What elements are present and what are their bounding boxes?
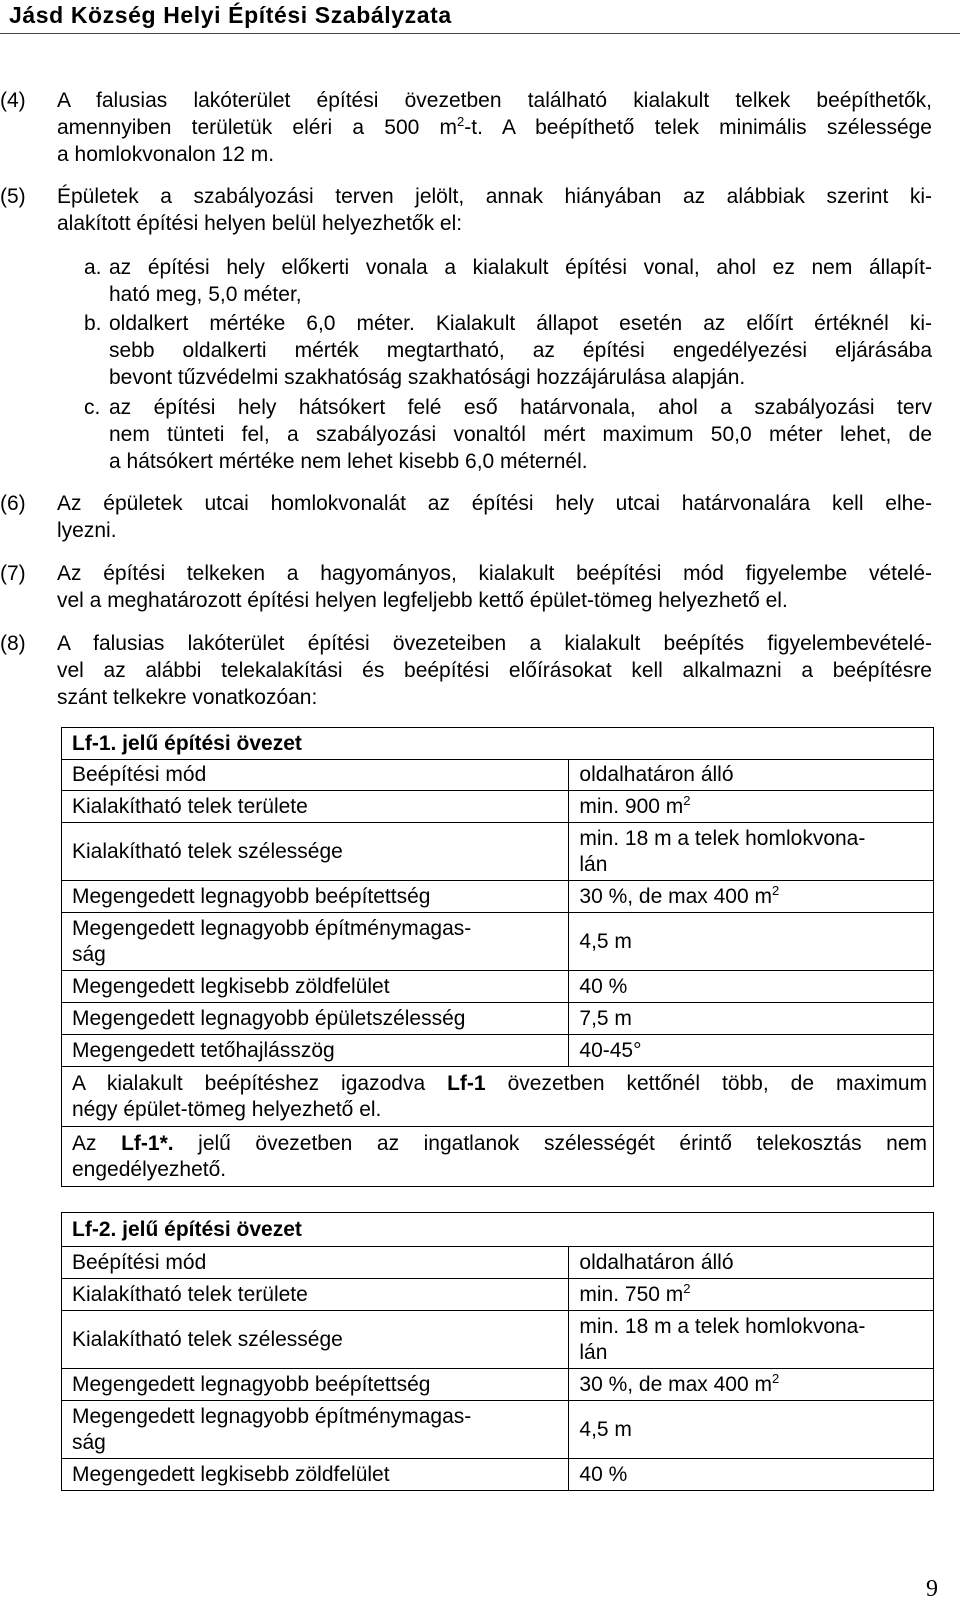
- text-line: Épületek a szabályozási terven jelölt, annak hiányában az alábbiak szerint ki-: [57, 185, 932, 208]
- table-row: [62, 1459, 934, 1491]
- row-value: 30 %, de max 400 $m^2$: [569, 881, 934, 913]
- paragraph-number: (7): [0, 562, 26, 585]
- row-value: 4,5 m: [569, 1401, 934, 1459]
- zone-table-lf2: [61, 1212, 934, 1491]
- paragraph-number: (6): [0, 492, 26, 515]
- row-value: 40-45°: [569, 1035, 934, 1067]
- table-row: [62, 791, 934, 823]
- document-title: Jásd Község Helyi Építési Szabályzata: [9, 2, 452, 28]
- text-line: oldalkert mértéke 6,0 méter. Kialakult állapot esetén az előírt értéknél ki-: [109, 312, 932, 335]
- list-item-a: [84, 254, 932, 308]
- row-value: oldalhatáron álló: [569, 1247, 934, 1279]
- row-value: 30 %, de max 400 $m^2$: [569, 1369, 934, 1401]
- text-line: a homlokvonalon 12 m.: [57, 143, 275, 166]
- list-marker: a.: [84, 256, 102, 279]
- paragraph-8: [0, 630, 932, 711]
- list-marker: b.: [84, 312, 102, 335]
- table-row: [62, 1369, 934, 1401]
- list-marker: c.: [84, 396, 101, 419]
- table-row: [62, 1247, 934, 1279]
- row-label: Kialakítható telek területe: [62, 791, 569, 823]
- list-item-c: [84, 394, 932, 475]
- text-line: A falusias lakóterület építési övezeteiben a kialakult beépítés figyelembevételé-: [57, 632, 932, 655]
- row-label: Megengedett legnagyobb beépítettség: [62, 881, 569, 913]
- row-value: 40 %: [569, 1459, 934, 1491]
- paragraph-4: [0, 87, 932, 168]
- text-line: nem tünteti fel, a szabályozási vonaltól mért maximum 50,0 méter lehet, de: [109, 423, 932, 446]
- table-row: [62, 1003, 934, 1035]
- row-label: Megengedett legkisebb zöldfelület: [62, 1459, 569, 1491]
- table-row: [62, 1311, 934, 1369]
- text-line: sebb oldalkerti mérték megtartható, az építési engedélyezési eljárásába: [109, 339, 932, 362]
- zone-note: A kialakult beépítéshez igazodva Lf-1 övezetben kettőnél több, de maximum négy épület-tömeg helyezhető el.: [62, 1067, 934, 1127]
- row-label: Kialakítható telek szélessége: [62, 823, 569, 881]
- paragraph-5: [0, 183, 932, 237]
- row-value: 4,5 m: [569, 913, 934, 971]
- text-line: vel az alábbi telekalakítási és beépítési előírásokat kell alkalmazni a beépítésre: [57, 659, 932, 682]
- table-note-row: [62, 1127, 934, 1187]
- table-note-row: [62, 1067, 934, 1127]
- text-line: a hátsókert mértéke nem lehet kisebb 6,0 méternél.: [109, 450, 588, 473]
- header-divider: [0, 33, 960, 34]
- text-line: ható meg, 5,0 méter,: [109, 283, 302, 306]
- text-line: amennyiben területük eléri a 500 $m^2-t$. A beépíthető telek minimális szélessége: [57, 114, 932, 139]
- table-row: [62, 823, 934, 881]
- table-row: [62, 913, 934, 971]
- table-title-row: [62, 1213, 934, 1247]
- paragraph-6: [0, 490, 932, 544]
- zone-title: Lf-1. jelű építési övezet: [62, 728, 934, 760]
- page-header: [0, 0, 960, 34]
- table-row: [62, 1035, 934, 1067]
- row-label: Megengedett legnagyobb beépítettség: [62, 1369, 569, 1401]
- zone-title: Lf-2. jelű építési övezet: [62, 1213, 934, 1247]
- row-label: Kialakítható telek szélessége: [62, 1311, 569, 1369]
- text-line: lyezni.: [57, 519, 117, 542]
- row-value: min. 900 $m^2$: [569, 791, 934, 823]
- zone-table-lf1: [61, 727, 934, 1187]
- row-label: Megengedett legkisebb zöldfelület: [62, 971, 569, 1003]
- text-line: vel a meghatározott építési helyen legfeljebb kettő épület-tömeg helyezhető el.: [57, 589, 788, 612]
- zone-note: Az Lf-1*. jelű övezetben az ingatlanok szélességét érintő telekosztás nem engedélyezhető.: [62, 1127, 934, 1187]
- row-label: Megengedett tetőhajlásszög: [62, 1035, 569, 1067]
- text-line: az építési hely előkerti vonala a kialakult építési vonal, ahol ez nem állapít-: [109, 256, 932, 279]
- row-value: min. 18 m a telek homlokvona- lán: [569, 1311, 934, 1369]
- text-line: szánt telkekre vonatkozóan:: [57, 686, 318, 709]
- row-value: oldalhatáron álló: [569, 760, 934, 791]
- table-row: [62, 1401, 934, 1459]
- table-row: [62, 971, 934, 1003]
- paragraph-number: (8): [0, 632, 26, 655]
- text-line: A falusias lakóterület építési övezetben található kialakult telkek beépíthetők,: [57, 89, 932, 112]
- list-item-b: [84, 310, 932, 391]
- paragraph-number: (4): [0, 89, 26, 112]
- table-row: [62, 881, 934, 913]
- row-value: min. 18 m a telek homlokvona- lán: [569, 823, 934, 881]
- row-value: min. 750 $m^2$: [569, 1279, 934, 1311]
- table-title-row: [62, 728, 934, 760]
- table-row: [62, 1279, 934, 1311]
- text-line: alakított építési helyen belül helyezhetők el:: [57, 212, 463, 235]
- text-line: az építési hely hátsókert felé eső határvonala, ahol a szabályozási terv: [109, 396, 932, 419]
- row-value: 40 %: [569, 971, 934, 1003]
- row-label: Megengedett legnagyobb épületszélesség: [62, 1003, 569, 1035]
- row-value: 7,5 m: [569, 1003, 934, 1035]
- table-row: [62, 760, 934, 791]
- text-line: Az építési telkeken a hagyományos, kialakult beépítési mód figyelembe vételé-: [57, 562, 932, 585]
- paragraph-7: [0, 560, 932, 614]
- row-label: Beépítési mód: [62, 1247, 569, 1279]
- paragraph-number: (5): [0, 185, 26, 208]
- page-number: 9: [926, 1576, 938, 1602]
- row-label: Megengedett legnagyobb építménymagas- ság: [62, 1401, 569, 1459]
- text-line: bevont tűzvédelmi szakhatóság szakhatósági hozzájárulása alapján.: [109, 366, 746, 389]
- row-label: Kialakítható telek területe: [62, 1279, 569, 1311]
- row-label: Beépítési mód: [62, 760, 569, 791]
- text-line: Az épületek utcai homlokvonalát az építési hely utcai határvonalára kell elhe-: [57, 492, 932, 515]
- row-label: Megengedett legnagyobb építménymagas- ság: [62, 913, 569, 971]
